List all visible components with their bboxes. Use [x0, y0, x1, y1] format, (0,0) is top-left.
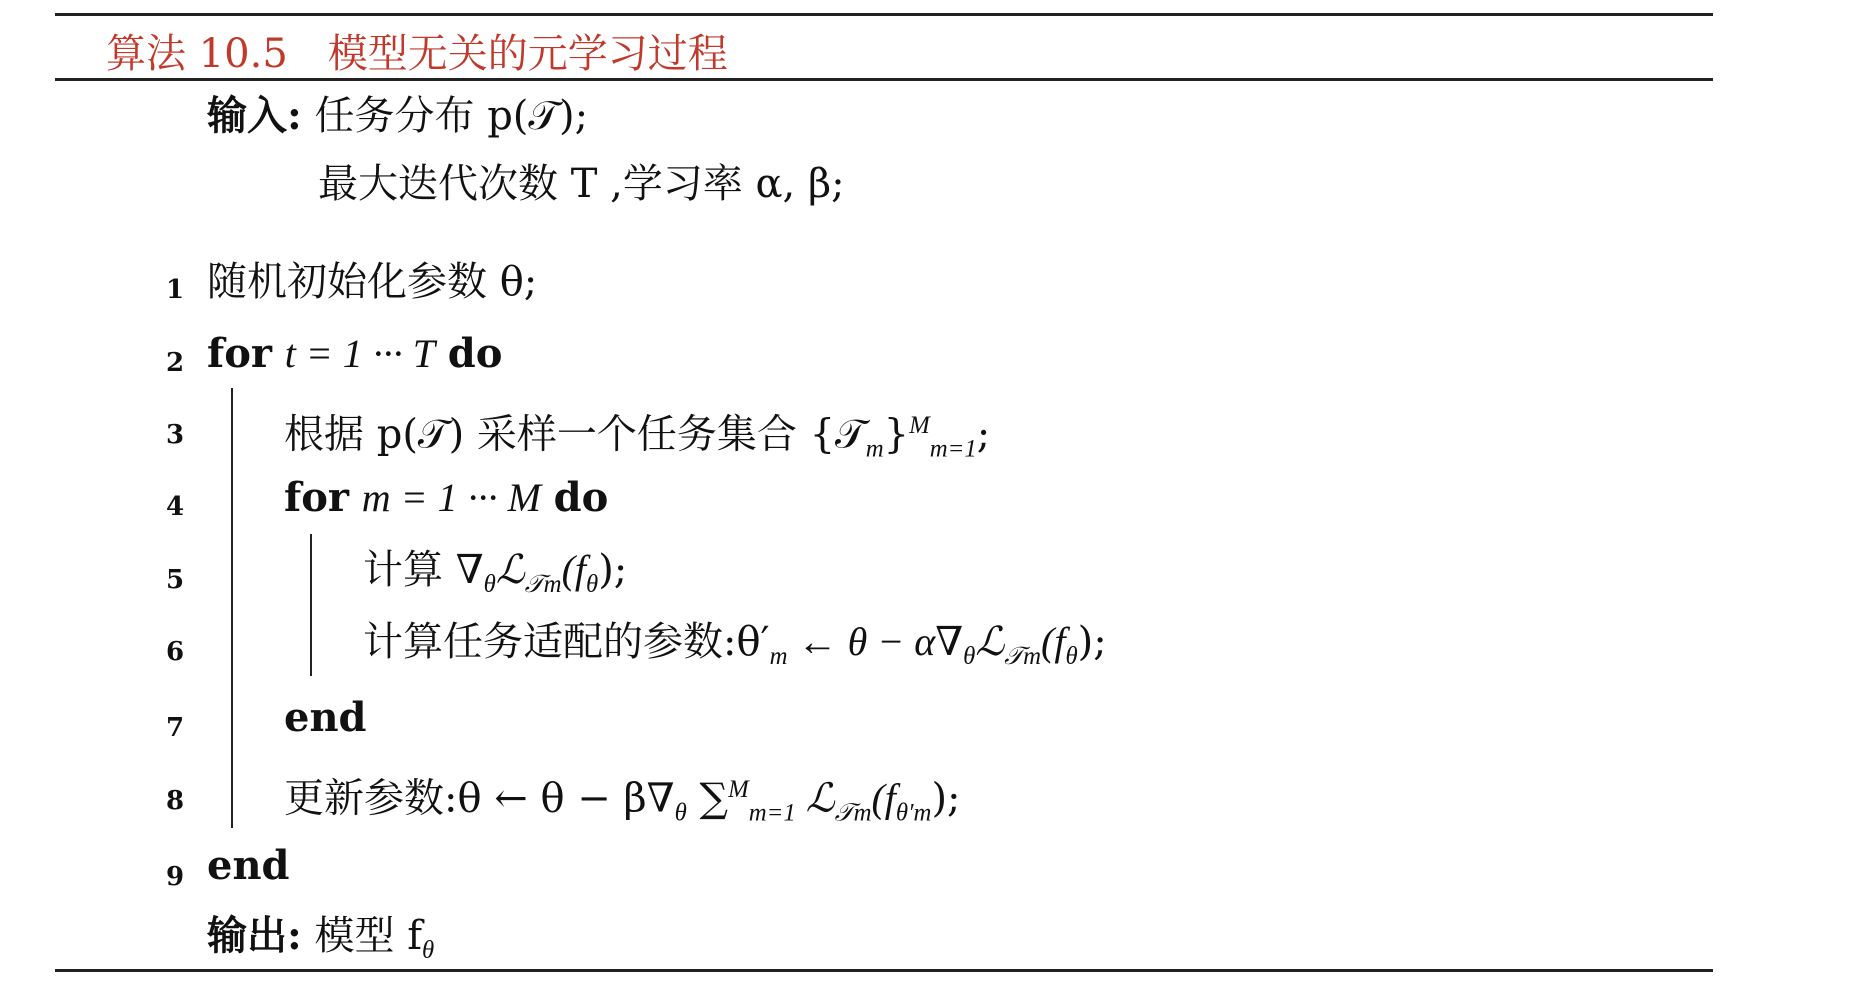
output-text: 模型 f: [314, 913, 423, 959]
step-4: [284, 474, 608, 522]
for-keyword: for: [207, 330, 272, 377]
step-5: [363, 546, 627, 609]
algorithm-number: 算法 10.5: [106, 31, 288, 77]
loss-symbol: ℒ: [495, 547, 525, 592]
step-6-tail: );: [1077, 619, 1107, 665]
step-8-sub4: θ′m: [895, 799, 932, 827]
for-keyword: for: [284, 474, 349, 521]
header-rule: [55, 78, 1713, 81]
step-7: [284, 694, 367, 742]
step-3-end: ;: [976, 411, 991, 458]
input-task-distribution: 任务分布 p(𝒯);: [314, 93, 589, 139]
step-5-fn: (f: [561, 547, 586, 592]
step-6-sub3: 𝒯m: [1004, 643, 1042, 670]
step-1-text: 随机初始化参数 θ;: [207, 259, 538, 305]
step-6: [363, 618, 1107, 681]
step-3-text: 根据 p(𝒯) 采样一个任务集合 {𝒯: [284, 411, 866, 458]
step-5-sub3: θ: [586, 571, 599, 598]
step-3-sup: M: [909, 412, 930, 439]
input-line-2: [318, 160, 845, 208]
step-3: [284, 402, 990, 473]
output-label: 输出:: [207, 912, 302, 959]
line-number: 1: [165, 275, 185, 305]
outer-loop-bar: [231, 388, 233, 828]
output-line: [207, 912, 434, 975]
line-number: 7: [165, 713, 185, 743]
step-8-sub: θ: [674, 799, 687, 827]
step-6-text: 计算任务适配的参数:θ′: [363, 619, 770, 665]
step-6-sub: m: [769, 643, 788, 670]
input-label: 输入:: [207, 92, 302, 139]
end-keyword: end: [284, 694, 367, 741]
input-line-1: [207, 92, 588, 140]
step-5-sub2: 𝒯m: [524, 571, 562, 598]
line-number: 3: [165, 420, 185, 450]
step-5-tail: );: [598, 547, 628, 593]
end-keyword: end: [207, 842, 290, 889]
algorithm-title: 模型无关的元学习过程: [327, 31, 728, 77]
do-keyword: do: [447, 330, 503, 377]
step-8-text: 更新参数:θ ← θ − β∇: [284, 775, 675, 822]
step-8-sub2: m=1: [748, 799, 796, 827]
step-6-sub4: θ: [1065, 643, 1078, 670]
step-9: [207, 842, 290, 890]
step-6-mid: ← θ − α∇: [787, 619, 964, 664]
loop-range: m = 1 ··· M: [361, 475, 541, 520]
step-8-sup: M: [728, 776, 749, 803]
step-8-tail: );: [931, 775, 961, 822]
line-number: 9: [165, 862, 185, 892]
do-keyword: do: [553, 474, 609, 521]
line-number: 2: [165, 348, 185, 378]
step-3-sub2: m=1: [929, 435, 977, 463]
inner-loop-bar: [310, 534, 312, 676]
step-8-fn: (f: [871, 775, 896, 821]
step-3-sub: m: [865, 435, 884, 463]
step-6-sub2: θ: [963, 643, 976, 670]
sum-symbol: ∑: [686, 775, 729, 822]
step-8: [284, 766, 961, 837]
loop-range: t = 1 ··· T: [284, 331, 436, 376]
line-number: 4: [165, 492, 185, 522]
step-8-sub3: 𝒯m: [834, 799, 872, 827]
line-number: 5: [165, 565, 185, 595]
step-1: [207, 258, 537, 306]
step-3-brace: }: [883, 411, 910, 458]
loss-symbol: ℒ: [795, 775, 835, 821]
step-2: [207, 330, 502, 378]
step-6-fn: (f: [1041, 619, 1066, 664]
bottom-rule: [55, 969, 1713, 972]
top-rule: [55, 13, 1713, 16]
line-number: 8: [165, 786, 185, 816]
step-5-sub: θ: [483, 571, 496, 598]
loss-symbol: ℒ: [975, 619, 1005, 664]
line-number: 6: [165, 637, 185, 667]
algorithm-caption: [106, 22, 728, 79]
step-5-text: 计算 ∇: [363, 547, 484, 593]
input-hyperparams: 最大迭代次数 T ,学习率 α, β;: [318, 161, 845, 207]
output-sub: θ: [422, 937, 435, 964]
